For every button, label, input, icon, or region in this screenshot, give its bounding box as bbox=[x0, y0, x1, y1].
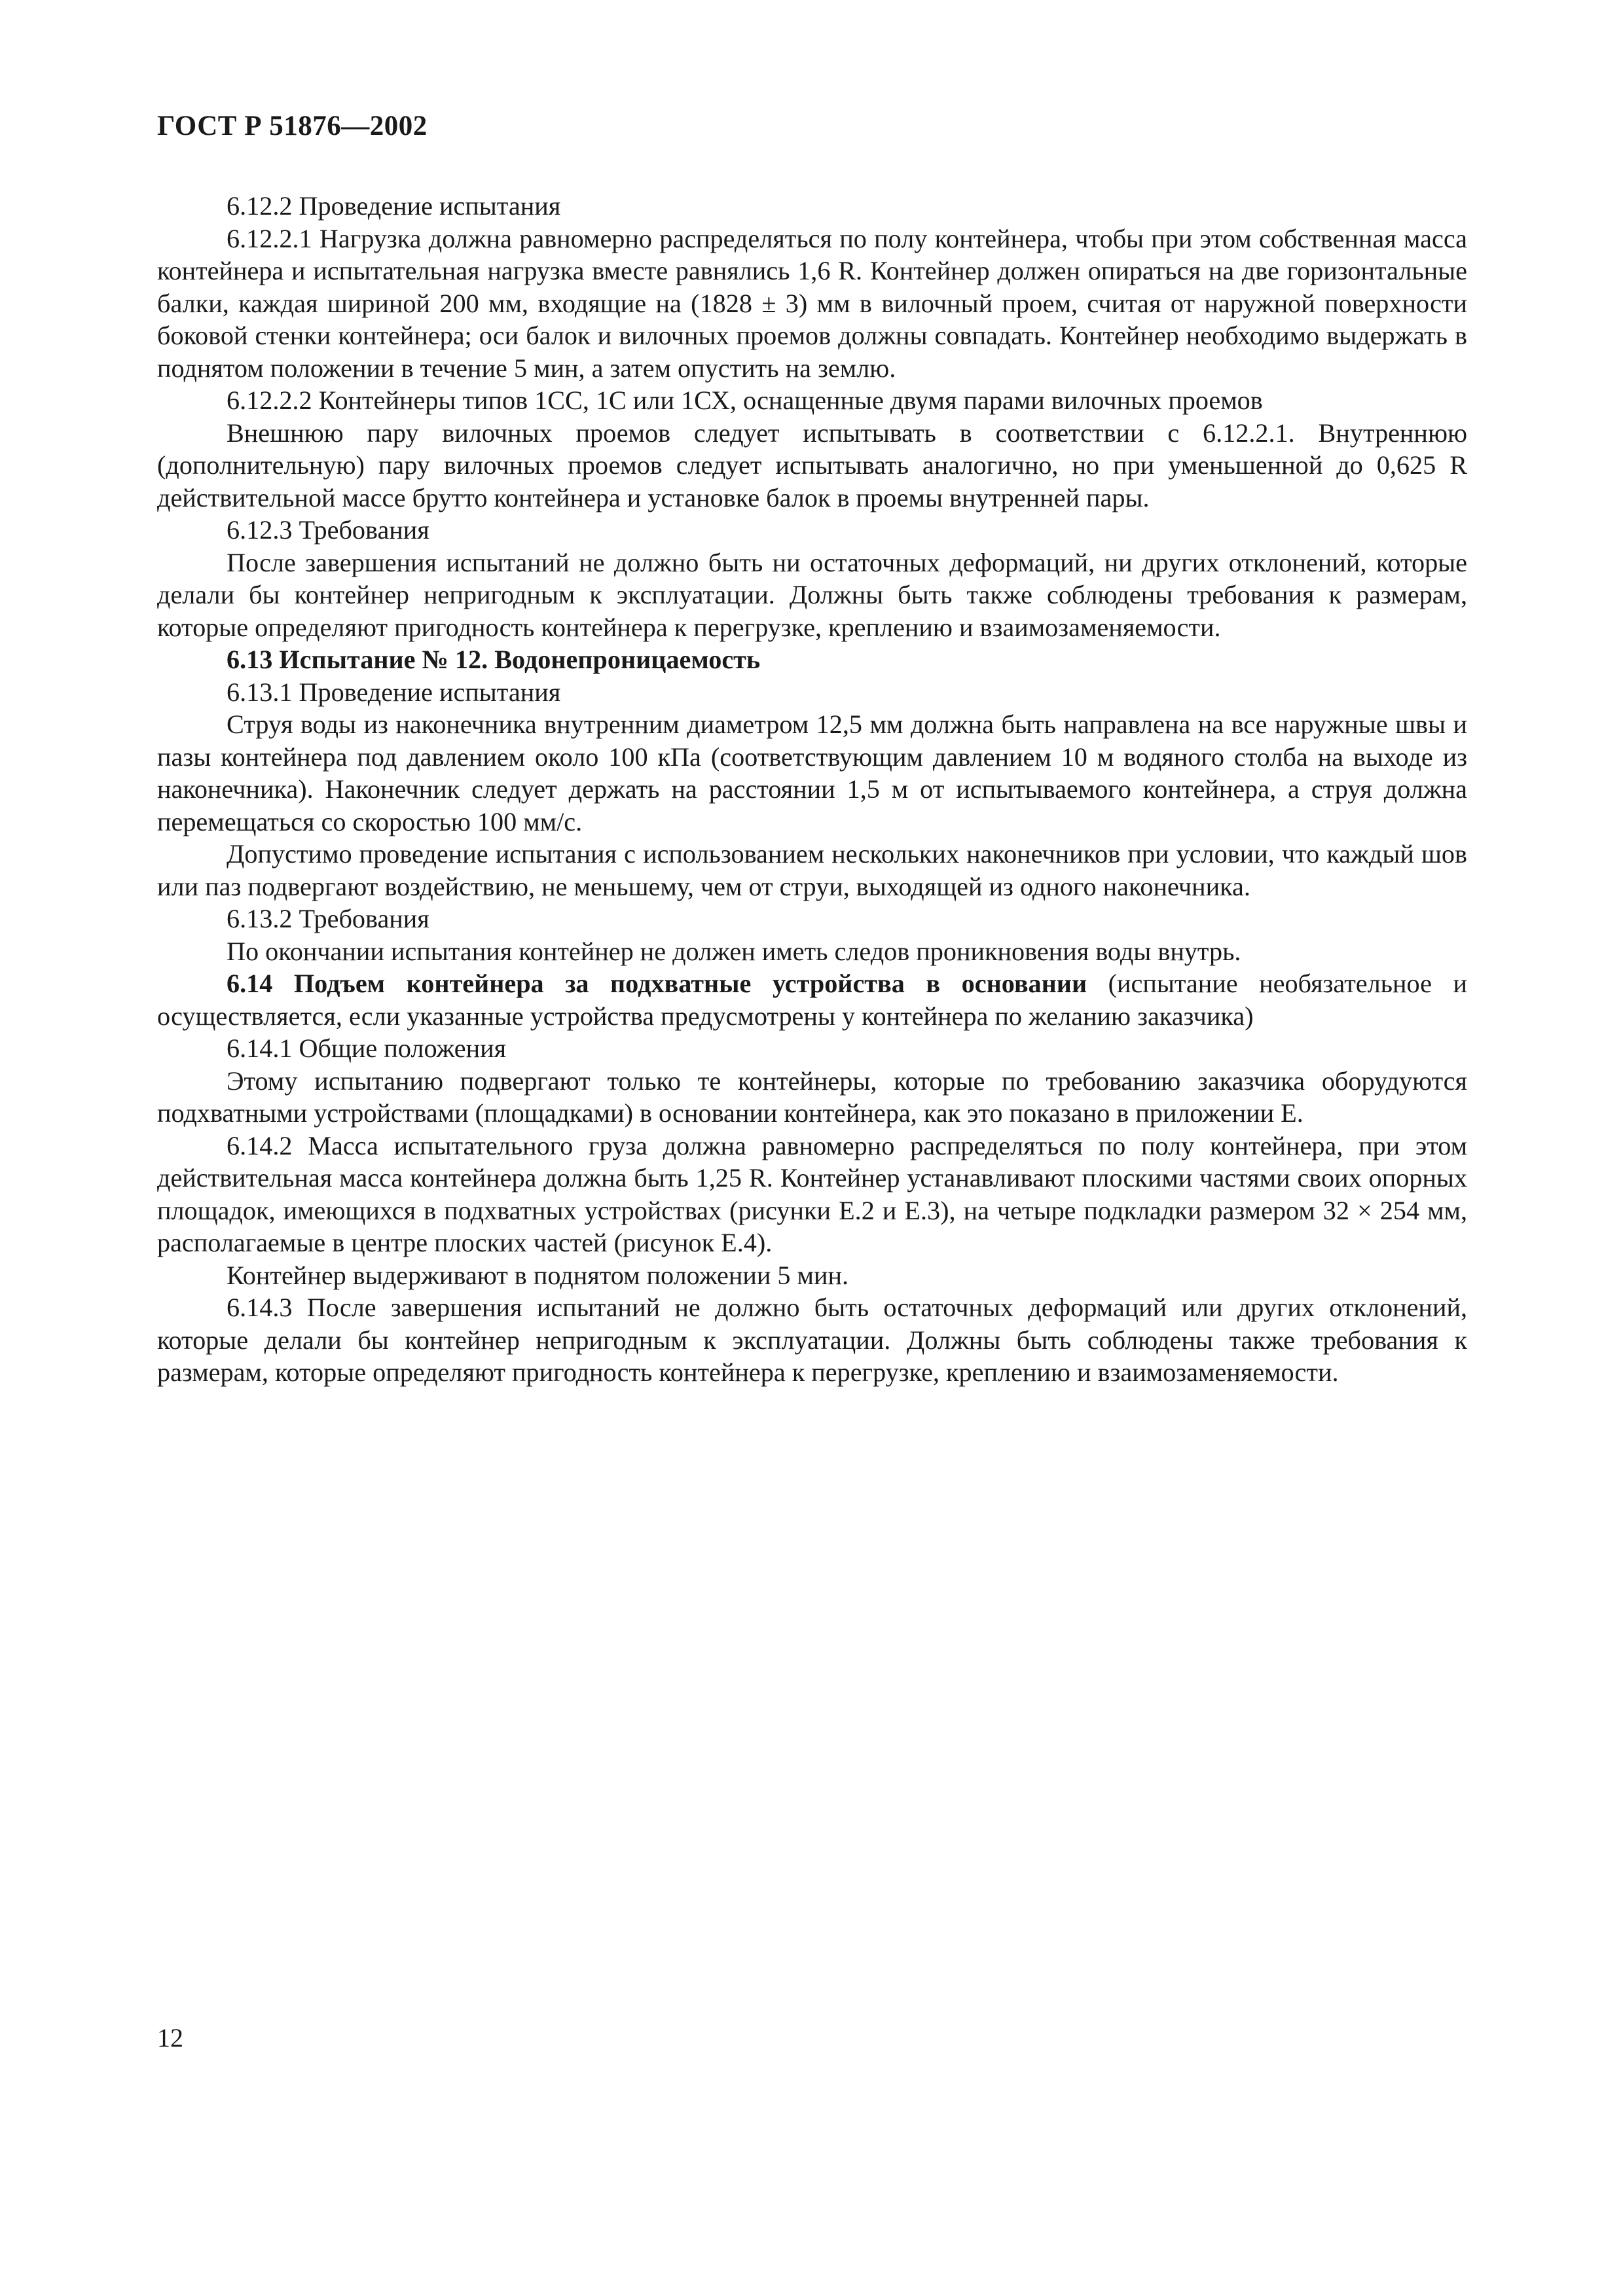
paragraph-6-14-1: 6.14.1 Общие положения bbox=[227, 1033, 507, 1063]
paragraph-water-jet: Струя воды из наконечника внутренним диаметром 12,5 мм должна быть направлена на все наружные швы и пазы контейнера под давлением около 100 кПа (соответствующим давлением 10 м водяного столба на выходе из наконечника). Наконечник следует держать на расстоянии 1,5 м от испытываемого контейнера, а струя должна перемещаться со скоростью 100 мм/с. bbox=[157, 709, 1467, 836]
paragraph-6-14-2: 6.14.2 Масса испытательного груза должна равномерно распределяться по полу контейнера, при этом действительная масса контейнера должна быть 1,25 R. Контейнер устанавливают плоскими частями своих опорных площадок, имеющихся в подхватных устройствах (рисунки Е.2 и Е.3), на четыре подкладки размером 32 × 254 мм, располагаемые в центре плоских частей (рисунок Е.4). bbox=[157, 1130, 1467, 1257]
paragraph-6-13-1: 6.13.1 Проведение испытания bbox=[227, 677, 561, 707]
section-heading-6-14: 6.14 Подъем контейнера за подхватные устройства в основании (испытание необязательное и осуществляется, если указанные устройства предусмотрены у контейнера по желанию заказчика) bbox=[157, 969, 1467, 1031]
paragraph-6-12-2-1: 6.12.2.1 Нагрузка должна равномерно распределяться по полу контейнера, чтобы при этом собственная масса контейнера и испытательная нагрузка вместе равнялись 1,6 R. Контейнер должен опираться на две горизонтальные балки, каждая шириной 200 мм, входящие на (1828 ± 3) мм в вилочный проем, считая от наружной поверхности боковой стенки контейнера; оси балок и вилочных проемов должны совпадать. Контейнер необходимо выдержать в поднятом положении в течение 5 мин, а затем опустить на землю. bbox=[157, 223, 1467, 383]
paragraph-6-12-2: 6.12.2 Проведение испытания bbox=[227, 191, 561, 221]
paragraph-multiple-nozzles: Допустимо проведение испытания с использованием нескольких наконечников при условии, что каждый шов или паз подвергают воздействию, не меньшему, чем от струи, выходящей из одного наконечника. bbox=[157, 839, 1467, 901]
paragraph-outer-pair: Внешнюю пару вилочных проемов следует испытывать в соответствии с 6.12.2.1. Внутреннюю (дополнительную) пару вилочных проемов следует испытывать аналогично, но при уменьшенной до 0,625 R действительной массе брутто контейнера и установке балок в проемы внутренней пары. bbox=[157, 418, 1467, 512]
paragraph-no-leak: По окончании испытания контейнер не должен иметь следов проникновения воды внутрь. bbox=[227, 936, 1241, 966]
section-heading-6-13: 6.13 Испытание № 12. Водонепроницаемость bbox=[227, 645, 761, 674]
paragraph-6-13-2: 6.13.2 Требования bbox=[227, 904, 429, 933]
document-header-code: ГОСТ Р 51876—2002 bbox=[157, 111, 428, 141]
paragraph-6-12-2-2: 6.12.2.2 Контейнеры типов 1СС, 1С или 1СХ, оснащенные двумя парами вилочных проемов bbox=[227, 386, 1263, 415]
document-body bbox=[157, 190, 1467, 1389]
page-number: 12 bbox=[157, 2023, 183, 2053]
paragraph-6-12-3: 6.12.3 Требования bbox=[227, 515, 429, 545]
paragraph-forklift-pockets: Этому испытанию подвергают только те контейнеры, которые по требованию заказчика оборудуются подхватными устройствами (площадками) в основании контейнера, как это показано в приложении Е. bbox=[157, 1066, 1467, 1128]
paragraph-requirements-text: После завершения испытаний не должно быть ни остаточных деформаций, ни других отклонений, которые делали бы контейнер непригодным к эксплуатации. Должны быть также соблюдены требования к размерам, которые определяют пригодность контейнера к перегрузке, креплению и взаимозаменяемости. bbox=[157, 547, 1467, 642]
paragraph-hold-5-min: Контейнер выдерживают в поднятом положении 5 мин. bbox=[227, 1260, 849, 1290]
paragraph-6-14-3: 6.14.3 После завершения испытаний не должно быть остаточных деформаций или других отклонений, которые делали бы контейнер непригодным к эксплуатации. Должны быть соблюдены также требования к размерам, которые определяют пригодность контейнера к перегрузке, креплению и взаимозаменяемости. bbox=[157, 1293, 1467, 1387]
